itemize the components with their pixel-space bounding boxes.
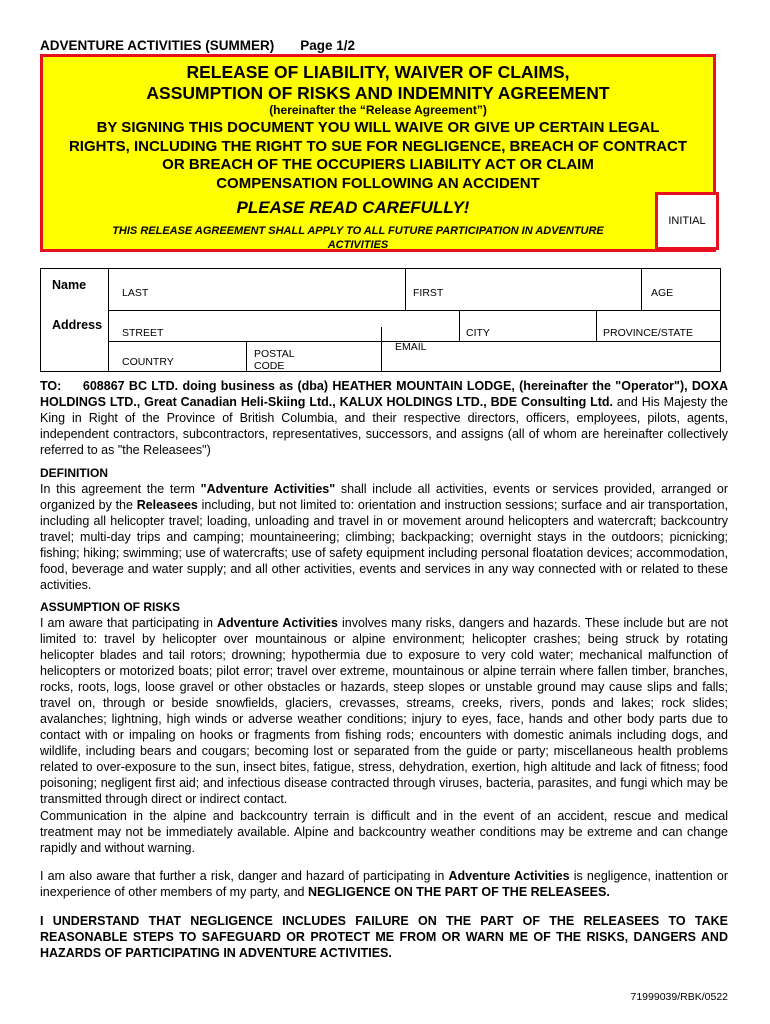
definition-section: [40, 465, 728, 593]
to-paragraph: [40, 378, 728, 458]
applies-notice-line2: ACTIVITIES: [327, 239, 389, 251]
city-field[interactable]: CITY: [466, 327, 490, 339]
definition-body: [40, 481, 728, 593]
banner-subtitle: (hereinafter the “Release Agreement”): [269, 103, 487, 117]
province-state-field[interactable]: PROVINCE/STATE: [603, 327, 694, 339]
assumption-text: involves many risks, dangers and hazards. These include but are not limited to: travel by helicopter over mountainous or alpine environment; helicopter crashes; being struck by rotating helicopter blades and tail rotors; drowning; hypothermia due to exposure to very cold water; mechanical malfunction of helicopters or motorized boats; pilot error; travel over extreme, mountainous or alpine terrain where fallen timber, branches, rocks, roots, logs, loose gravel or other obstacles or hazards, steep slopes or unstable ground may cause slips and falls; travel on, through or beside snowfields, glaciers, crevasses, streams, creeks, rivers, ponds and lakes; rock slides; avalanches; lightning, high winds or adverse weather conditions; injury to eyes, face, hands and other body parts due to contact with or impaling on hooks or fragments from fishing rods; encounters with domestic animals including dogs, and wildlife, including bears and cougars; becoming lost or separated from the guide or party; miscellaneous health problems related to over-exposure to the sun, insect bites, fatigue, stress, dehydration, exertion, high altitude and lack of fitness; food poisoning; negligent first aid; and infectious disease contracted through viruses, bacteria, parasites, and fungi which may be transmitted through direct or indirect contact.: [40, 616, 728, 806]
term-adventure-activities: "Adventure Activities": [200, 482, 336, 496]
document-code: 71999039/RBK/0522: [630, 991, 728, 1003]
name-label: Name: [52, 278, 87, 292]
term-adventure-activities: Adventure Activities: [448, 869, 570, 883]
initial-label: INITIAL: [668, 215, 706, 227]
definition-text: In this agreement the term: [40, 482, 201, 496]
negligence-of-releasees: NEGLIGENCE ON THE PART OF THE RELEASEES.: [307, 885, 610, 899]
banner-title-line2: ASSUMPTION OF RISKS AND INDEMNITY AGREEMENT: [146, 83, 610, 103]
table-divider: [381, 327, 382, 371]
table-divider: [108, 269, 109, 371]
warning-line: RIGHTS, INCLUDING THE RIGHT TO SUE FOR NEGLIGENCE, BREACH OF CONTRACT: [68, 137, 688, 155]
table-divider: [596, 310, 597, 341]
email-field[interactable]: EMAIL: [395, 341, 427, 353]
applies-notice-line1: THIS RELEASE AGREEMENT SHALL APPLY TO ALL FUTURE PARTICIPATION IN ADVENTURE: [112, 225, 604, 237]
understand-text: I UNDERSTAND THAT NEGLIGENCE INCLUDES FAILURE ON THE PART OF THE RELEASEES TO TAKE REASONABLE STEPS TO SAFEGUARD OR PROTECT ME FROM OR WARN ME OF THE RISKS, DANGERS AND HAZARDS OF PARTICIPATING IN ADVENTURE ACTIVITIES.: [40, 914, 728, 960]
releasees-list: 608867 BC LTD. doing business as (dba) HEATHER MOUNTAIN LODGE, (hereinafter the "Operator"), DOXA HOLDINGS LTD., Great Canadian Heli-Skiing Ltd., KALUX HOLDINGS LTD., BDE Consulting Ltd.: [40, 379, 729, 409]
banner-title-line1: RELEASE OF LIABILITY, WAIVER OF CLAIMS,: [186, 62, 570, 82]
term-adventure-activities: Adventure Activities: [217, 616, 338, 630]
table-divider: [108, 341, 381, 342]
street-field[interactable]: STREET: [122, 327, 164, 339]
initial-box[interactable]: [655, 192, 719, 250]
age-field[interactable]: AGE: [651, 287, 674, 299]
participant-info-table: [40, 268, 721, 372]
applies-notice: [53, 224, 663, 252]
definition-text: shall include all activities, events or services provided, arranged or organized by the: [40, 482, 728, 512]
definition-text: including, but not limited to: orientation and instruction sessions; surface and air transportation, including all helicopter travel; loading, unloading and travel in or movement around helicopters and watercraft; backcountry travel; multi-day trips and camping; mountaineering; climbing; backpacking; overnight stays in the outdoors; picnicking; fishing; hiking; swimming; use of watercrafts; use of safety equipment including personal floatation devices; accommodation, food, beverage and water supply; and all other activities, events and services in any way connected with or related to these activities.: [40, 498, 728, 592]
warning-line: OR BREACH OF THE OCCUPIERS LIABILITY ACT OR CLAIM: [162, 156, 594, 173]
release-banner: [40, 54, 716, 252]
communication-paragraph: [40, 808, 728, 856]
awareness-text: is negligence, inattention or inexperience of other members of my party, and: [40, 869, 728, 899]
please-read-carefully: PLEASE READ CAREFULLY!: [236, 198, 470, 217]
communication-text: Communication in the alpine and backcountry terrain is difficult and in the event of an accident, rescue and medical treatment may not be immediately available. Alpine and backcountry weather conditions may be extreme and can change rapidly and without warning.: [40, 809, 728, 855]
table-divider: [108, 310, 720, 311]
postal-label-line2: CODE: [254, 360, 285, 372]
awareness-paragraph: [40, 868, 728, 900]
table-divider: [459, 310, 460, 341]
table-divider: [405, 269, 406, 311]
definition-heading: DEFINITION: [40, 466, 108, 480]
last-name-field[interactable]: LAST: [122, 287, 149, 299]
legal-rights-warning: [47, 119, 709, 193]
document-title: ADVENTURE ACTIVITIES (SUMMER): [40, 38, 275, 53]
postal-label-line1: POSTAL: [254, 348, 295, 360]
assumption-section: [40, 599, 728, 807]
awareness-text: I am also aware that further a risk, danger and hazard of participating in: [40, 869, 449, 883]
country-field[interactable]: COUNTRY: [122, 356, 174, 368]
table-divider: [381, 341, 720, 342]
assumption-text: I am aware that participating in: [40, 616, 217, 630]
warning-line: COMPENSATION FOLLOWING AN ACCIDENT: [216, 174, 540, 192]
table-divider: [246, 341, 247, 371]
understand-paragraph: [40, 913, 728, 961]
assumption-body: [40, 615, 728, 807]
document-header: [40, 38, 355, 53]
address-label: Address: [52, 318, 103, 332]
to-label: TO:: [40, 379, 62, 393]
postal-code-field[interactable]: [254, 348, 295, 372]
table-divider: [641, 269, 642, 311]
assumption-heading: ASSUMPTION OF RISKS: [40, 600, 181, 614]
warning-line: BY SIGNING THIS DOCUMENT YOU WILL WAIVE OR GIVE UP CERTAIN LEGAL: [96, 119, 660, 136]
first-name-field[interactable]: FIRST: [413, 287, 444, 299]
releasees-remainder: and His Majesty the King in Right of the Province of British Columbia, and their respective directors, officers, employees, pilots, agents, independent contractors, subcontractors, representatives, successors, and assigns (all of whom are hereinafter collectively referred to as "the Releasees"): [40, 395, 728, 457]
term-releasees: Releasees: [136, 498, 198, 512]
page-number: Page 1/2: [300, 38, 356, 53]
